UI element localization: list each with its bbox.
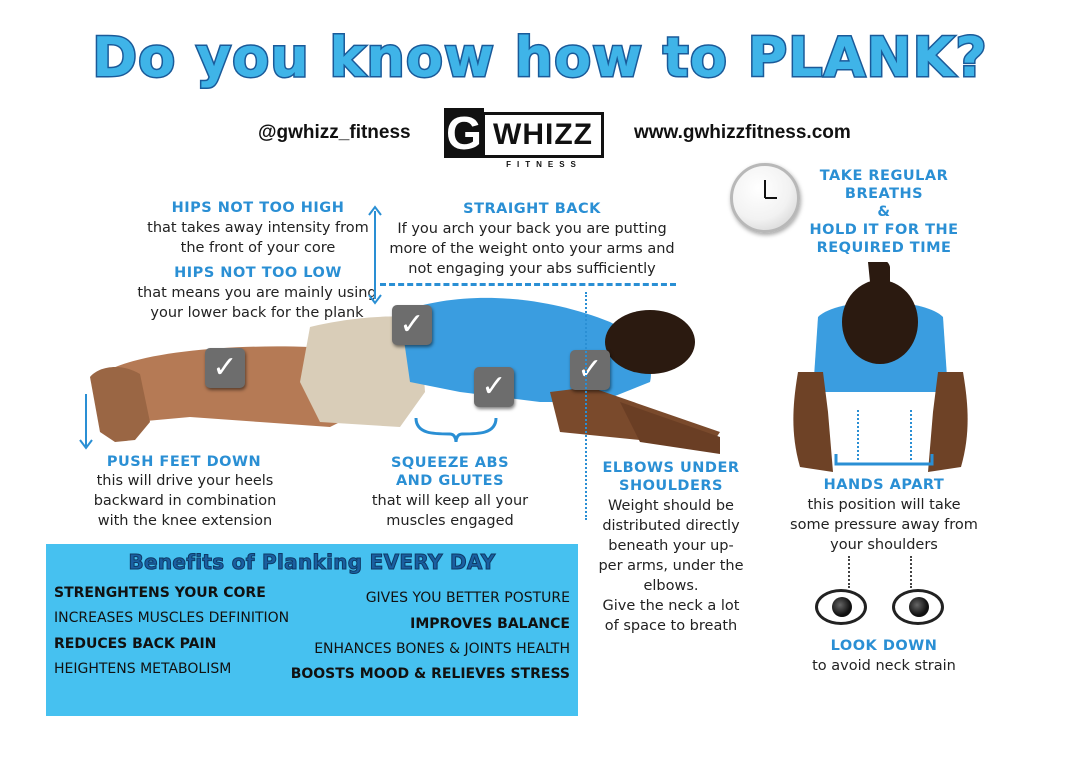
check-icon-hips: ✓	[392, 305, 432, 345]
hips-high-text-1: that takes away intensity from	[147, 220, 369, 236]
feet-heading: PUSH FEET DOWN	[106, 454, 262, 470]
front-view-person-illustration	[778, 262, 983, 477]
right-pupil	[909, 597, 929, 617]
abs-text-1: that will keep all your	[371, 493, 529, 509]
abs-brace-icon	[414, 414, 498, 444]
elbows-text-4: per arms, under the	[598, 558, 744, 574]
breaths-heading-1: TAKE REGULAR	[819, 168, 949, 184]
benefits-panel	[46, 544, 578, 716]
logo-name: WHIZZ	[482, 112, 604, 158]
back-line-divider	[380, 283, 676, 286]
abs-heading-2: AND GLUTES	[395, 473, 505, 489]
benefit-right-2: IMPROVES BALANCE	[410, 616, 570, 632]
hands-text-3: your shoulders	[830, 537, 938, 553]
hair-shape	[868, 262, 890, 282]
website-url: www.gwhizzfitness.com	[634, 122, 851, 143]
logo-subtitle: FITNESS	[506, 160, 582, 169]
feet-text-1: this will drive your heels	[96, 473, 274, 489]
feet-text-3: with the knee extension	[97, 513, 273, 529]
benefit-left-3: REDUCES BACK PAIN	[54, 636, 217, 652]
front-head-shape	[842, 280, 918, 364]
gwhizz-logo	[444, 108, 604, 174]
breaths-heading-5: REQUIRED TIME	[816, 240, 952, 256]
abs-heading-1: SQUEEZE ABS	[390, 455, 510, 471]
elbows-text-6: Give the neck a lot	[602, 598, 740, 614]
elbows-text-1: Weight should be	[608, 498, 734, 514]
benefit-right-1: GIVES YOU BETTER POSTURE	[365, 590, 570, 606]
breaths-heading-2: BREATHS	[844, 186, 924, 202]
hands-heading: HANDS APART	[823, 477, 945, 493]
hands-bracket-icon	[834, 452, 934, 468]
eye-guide-left	[848, 556, 850, 588]
hands-text-2: some pressure away from	[790, 517, 978, 533]
elbows-text-7: of space to breath	[604, 618, 738, 634]
elbows-text-3: beneath your up-	[608, 538, 734, 554]
feet-down-arrow-icon	[78, 392, 94, 452]
elbows-text-2: distributed directly	[602, 518, 740, 534]
benefit-right-3: ENHANCES BONES & JOINTS HEALTH	[314, 641, 570, 657]
hips-low-text-2: your lower back for the plank	[150, 305, 364, 321]
check-icon-elbows: ✓	[570, 350, 610, 390]
hips-low-text-1: that means you are mainly using	[137, 285, 377, 301]
benefit-right-4: BOOSTS MOOD & RELIEVES STRESS	[290, 666, 570, 682]
straight-back-text-2: more of the weight onto your arms and	[389, 241, 675, 257]
hips-low-heading: HIPS NOT TOO LOW	[174, 265, 342, 281]
hands-text-1: this position will take	[807, 497, 961, 513]
hips-high-heading: HIPS NOT TOO HIGH	[171, 200, 345, 216]
benefit-left-1: STRENGHTENS YOUR CORE	[54, 585, 266, 601]
benefit-left-2: INCREASES MUSCLES DEFINITION	[54, 610, 290, 626]
eye-guide-right	[910, 556, 912, 588]
hips-high-text-2: the front of your core	[180, 240, 336, 256]
elbows-heading-1: ELBOWS UNDER	[602, 460, 740, 476]
feet-text-2: backward in combination	[93, 493, 277, 509]
right-eye-icon	[892, 589, 944, 625]
check-icon-feet: ✓	[205, 348, 245, 388]
social-handle: @gwhizz_fitness	[258, 122, 411, 143]
head-shape	[605, 310, 695, 374]
breaths-heading-3: &	[877, 204, 891, 220]
left-eye-icon	[815, 589, 867, 625]
elbows-heading-2: SHOULDERS	[619, 478, 723, 494]
straight-back-text-3: not engaging your abs sufficiently	[408, 261, 656, 277]
abs-text-2: muscles engaged	[386, 513, 514, 529]
look-down-heading: LOOK DOWN	[830, 638, 938, 654]
left-pupil	[832, 597, 852, 617]
straight-back-text-1: If you arch your back you are putting	[397, 221, 667, 237]
breaths-heading-4: HOLD IT FOR THE	[809, 222, 959, 238]
elbows-guide-line	[585, 292, 587, 520]
hips-double-arrow-icon	[367, 205, 383, 305]
benefit-left-4: HEIGHTENS METABOLISM	[54, 661, 232, 677]
elbows-text-5: elbows.	[643, 578, 699, 594]
logo-letter: G	[444, 108, 484, 158]
look-down-text: to avoid neck strain	[812, 658, 956, 674]
benefits-title: Benefits of Planking EVERY DAY	[128, 550, 496, 574]
page-title: Do you know how to PLANK?	[92, 26, 988, 89]
check-icon-abs: ✓	[474, 367, 514, 407]
straight-back-heading: STRAIGHT BACK	[463, 201, 601, 217]
